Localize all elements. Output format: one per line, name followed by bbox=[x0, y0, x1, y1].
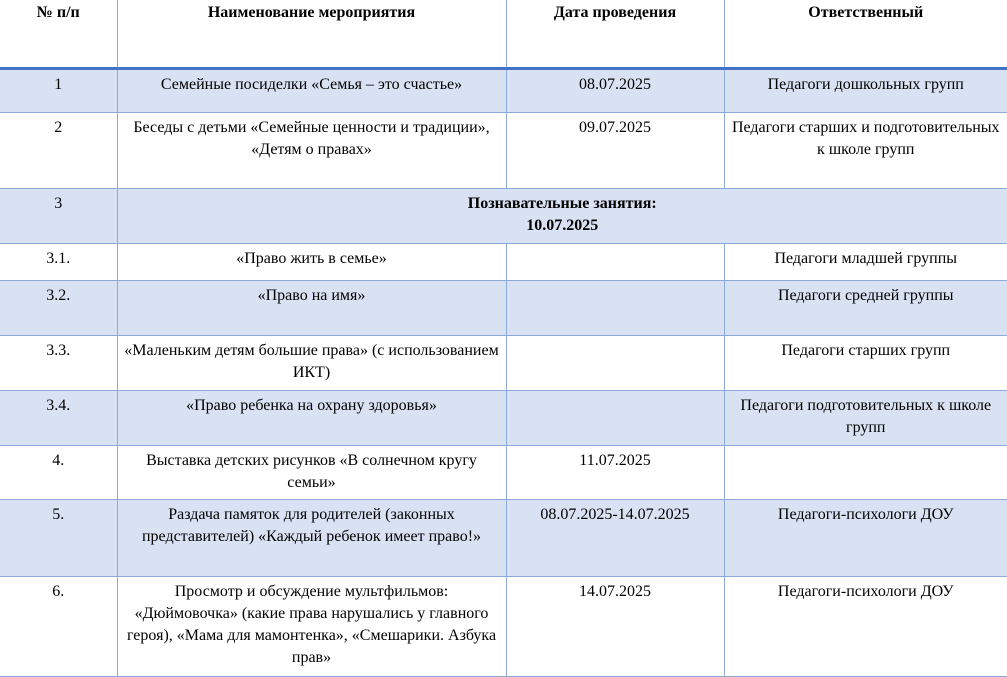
cell-responsible bbox=[724, 446, 1007, 500]
cell-num: 3 bbox=[0, 189, 117, 244]
table-row bbox=[0, 577, 1007, 677]
cell-responsible: Педагоги средней группы bbox=[724, 281, 1007, 336]
section-title bbox=[117, 189, 1007, 244]
cell-event: «Право ребенка на охрану здоровья» bbox=[117, 391, 506, 446]
table-row bbox=[0, 391, 1007, 446]
cell-responsible: Педагоги подготовительных к школе групп bbox=[724, 391, 1007, 446]
cell-date: 11.07.2025 bbox=[506, 446, 724, 500]
cell-event: Семейные посиделки «Семья – это счастье» bbox=[117, 69, 506, 113]
cell-event: Беседы с детьми «Семейные ценности и традиции», «Детям о правах» bbox=[117, 113, 506, 189]
cell-date: 08.07.2025-14.07.2025 bbox=[506, 500, 724, 577]
cell-num: 3.2. bbox=[0, 281, 117, 336]
section-row bbox=[0, 189, 1007, 244]
table-row bbox=[0, 113, 1007, 189]
cell-date bbox=[506, 281, 724, 336]
cell-event: «Право на имя» bbox=[117, 281, 506, 336]
cell-num: 1 bbox=[0, 69, 117, 113]
header-date: Дата проведения bbox=[506, 0, 724, 69]
table-row bbox=[0, 446, 1007, 500]
cell-responsible: Педагоги-психологи ДОУ bbox=[724, 500, 1007, 577]
table-row bbox=[0, 336, 1007, 391]
cell-event: Выставка детских рисунков «В солнечном кругу семьи» bbox=[117, 446, 506, 500]
cell-event: Раздача памяток для родителей (законных представителей) «Каждый ребенок имеет право!» bbox=[117, 500, 506, 577]
header-responsible: Ответственный bbox=[724, 0, 1007, 69]
section-title-line1: Познавательные занятия: bbox=[467, 195, 657, 212]
header-row bbox=[0, 0, 1007, 69]
header-num: № п/п bbox=[0, 0, 117, 69]
cell-num: 4. bbox=[0, 446, 117, 500]
cell-event: «Маленьким детям большие права» (с использованием ИКТ) bbox=[117, 336, 506, 391]
cell-event: «Право жить в семье» bbox=[117, 244, 506, 281]
cell-date: 09.07.2025 bbox=[506, 113, 724, 189]
cell-num: 3.3. bbox=[0, 336, 117, 391]
cell-num: 2 bbox=[0, 113, 117, 189]
cell-responsible: Педагоги младшей группы bbox=[724, 244, 1007, 281]
table-row bbox=[0, 500, 1007, 577]
table-row bbox=[0, 281, 1007, 336]
cell-responsible: Педагоги старших групп bbox=[724, 336, 1007, 391]
cell-num: 3.1. bbox=[0, 244, 117, 281]
table-row bbox=[0, 244, 1007, 281]
header-event: Наименование мероприятия bbox=[117, 0, 506, 69]
cell-responsible: Педагоги дошкольных групп bbox=[724, 69, 1007, 113]
cell-num: 3.4. bbox=[0, 391, 117, 446]
cell-date bbox=[506, 391, 724, 446]
cell-responsible: Педагоги старших и подготовительных к школе групп bbox=[724, 113, 1007, 189]
cell-date: 08.07.2025 bbox=[506, 69, 724, 113]
cell-responsible: Педагоги-психологи ДОУ bbox=[724, 577, 1007, 677]
section-title-line2: 10.07.2025 bbox=[526, 217, 599, 234]
cell-num: 5. bbox=[0, 500, 117, 577]
table-row bbox=[0, 69, 1007, 113]
cell-event: Просмотр и обсуждение мультфильмов: «Дюймовочка» (какие права нарушались у главного героя), «Мама для мамонтенка», «Смешарики. Азбука прав» bbox=[117, 577, 506, 677]
cell-date bbox=[506, 244, 724, 281]
cell-date: 14.07.2025 bbox=[506, 577, 724, 677]
cell-num: 6. bbox=[0, 577, 117, 677]
cell-date bbox=[506, 336, 724, 391]
